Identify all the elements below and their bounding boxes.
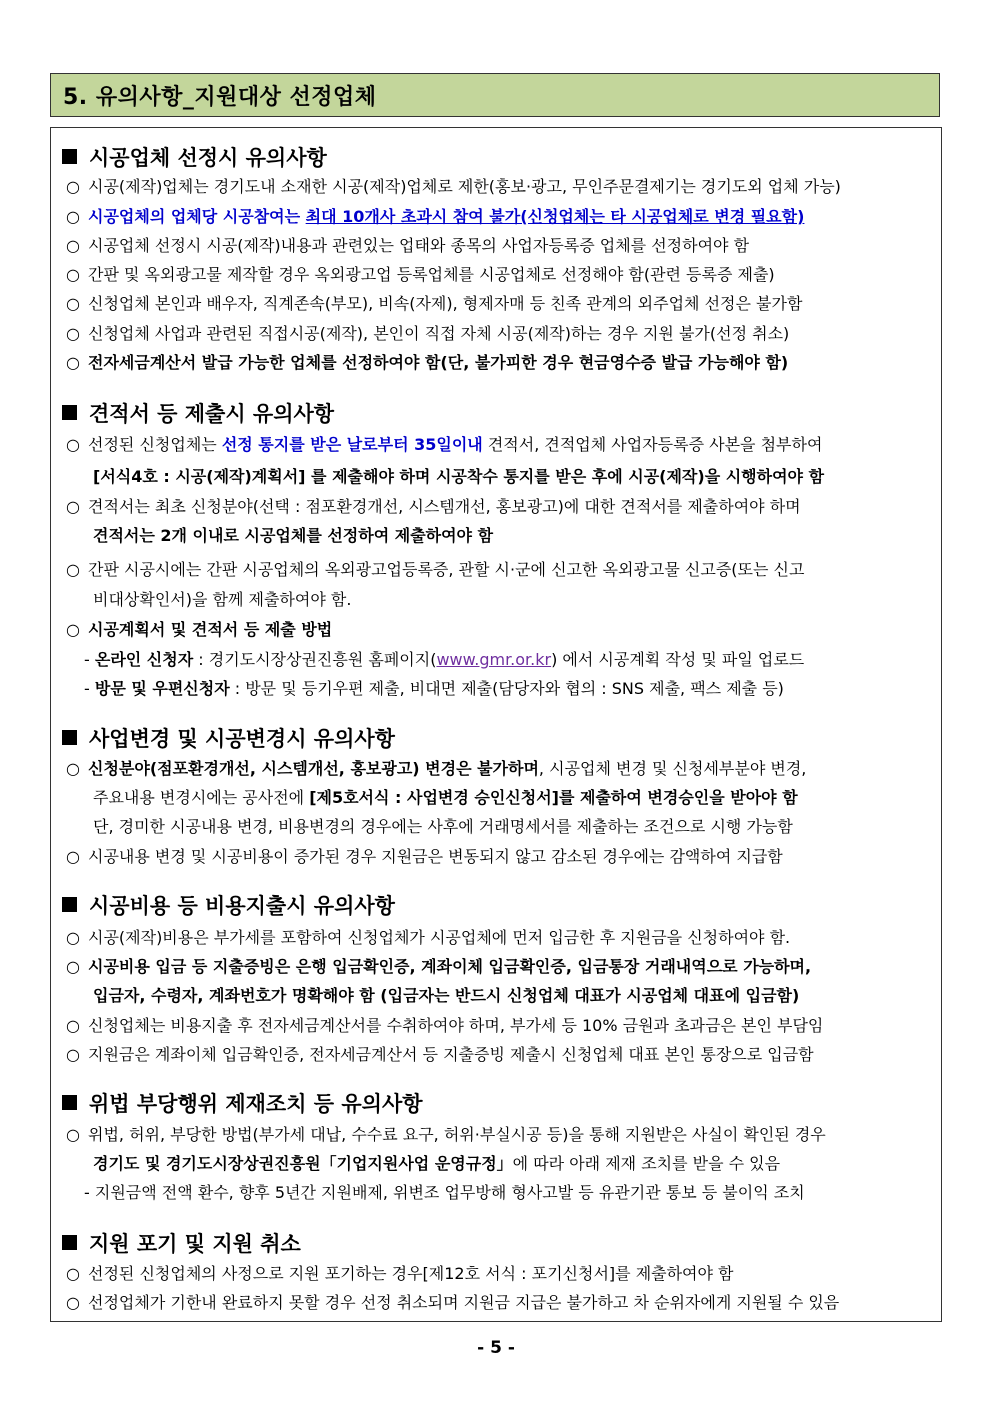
s3-line-4: ○ 시공내용 변경 및 시공비용이 증가된 경우 지원금은 변동되지 않고 감소된 경우에는 감액하여 지급함 <box>66 847 783 866</box>
s3-line-2: 주요내용 변경시에는 공사전에 [제5호서식 : 사업변경 승인신청서]를 제출하여 변경승인을 받아야 함 <box>93 788 798 807</box>
s4-line-4: ○ 신청업체는 비용지출 후 전자세금계산서를 수취하여야 하며, 부가세 등 10% 금원과 초과금은 본인 부담임 <box>66 1016 824 1035</box>
section-heading-withdrawal: 지원 포기 및 지원 취소 <box>62 1228 301 1258</box>
s2-line-4: 견적서는 2개 이내로 시공업체를 선정하여 제출하여야 함 <box>93 526 494 545</box>
s4-line-2: ○ 시공비용 입금 등 지출증빙은 은행 입금확인증, 계좌이체 입금확인증, 입금통장 거래내역으로 가능하며, <box>66 957 812 976</box>
s5-line-2: 경기도 및 경기도시장상권진흥원「기업지원사업 운영규정」에 따라 아래 제재 조치를 받을 수 있음 <box>93 1154 781 1173</box>
square-bullet-icon <box>62 730 77 745</box>
page-title: 5. 유의사항_지원대상 선정업체 <box>50 73 940 117</box>
s2-line-3: ○ 견적서는 최초 신청분야(선택 : 점포환경개선, 시스템개선, 홍보광고)에 대한 견적서를 제출하여야 하며 <box>66 497 801 516</box>
s5-line-3: - 지원금액 전액 환수, 향후 5년간 지원배제, 위변조 업무방해 형사고발 등 유관기관 통보 등 불이익 조치 <box>84 1183 805 1202</box>
square-bullet-icon <box>62 897 77 912</box>
square-bullet-icon <box>62 1235 77 1250</box>
s4-line-3: 입금자, 수령자, 계좌번호가 명확해야 함 (입금자는 반드시 신청업체 대표가 시공업체 대표에 입금함) <box>93 986 800 1005</box>
s2-line-8: - 온라인 신청자 : 경기도시장상권진흥원 홈페이지(www.gmr.or.kr) 에서 시공계획 작성 및 파일 업로드 <box>84 650 805 669</box>
s2-line-9: - 방문 및 우편신청자 : 방문 및 등기우편 제출, 비대면 제출(담당자와 협의 : SNS 제출, 팩스 제출 등) <box>84 679 784 698</box>
s3-line-3: 단, 경미한 시공내용 변경, 비용변경의 경우에는 사후에 거래명세서를 제출하는 조건으로 시행 가능함 <box>93 817 793 836</box>
section-heading-business-change: 사업변경 및 시공변경시 유의사항 <box>62 723 395 753</box>
s6-line-1: ○ 선정된 신청업체의 사정으로 지원 포기하는 경우[제12호 서식 : 포기신청서]를 제출하여야 함 <box>66 1264 734 1283</box>
square-bullet-icon <box>62 405 77 420</box>
square-bullet-icon <box>62 1095 77 1110</box>
s2-line-6: 비대상확인서)을 함께 제출하여야 함. <box>93 590 352 609</box>
page-number: - 5 - <box>477 1338 515 1358</box>
s1-line-7: ○ 전자세금계산서 발급 가능한 업체를 선정하여야 함(단, 불가피한 경우 현금영수증 발급 가능해야 함) <box>66 353 789 372</box>
s2-line-5: ○ 간판 시공시에는 간판 시공업체의 옥외광고업등록증, 관할 시·군에 신고한 옥외광고물 신고증(또는 신고 <box>66 560 805 579</box>
s1-line-4: ○ 간판 및 옥외광고물 제작할 경우 옥외광고업 등록업체를 시공업체로 선정해야 함(관련 등록증 제출) <box>66 265 775 284</box>
s2-line-7: ○ 시공계획서 및 견적서 등 제출 방법 <box>66 620 333 639</box>
square-bullet-icon <box>62 149 77 164</box>
section-heading-cost-expenditure: 시공비용 등 비용지출시 유의사항 <box>62 890 395 920</box>
s2-line-1: ○ 선정된 신청업체는 선정 통지를 받은 날로부터 35일이내 견적서, 견적업체 사업자등록증 사본을 첨부하여 <box>66 435 823 454</box>
s1-line-5: ○ 신청업체 본인과 배우자, 직계존속(부모), 비속(자제), 형제자매 등 친족 관계의 외주업체 선정은 불가함 <box>66 294 803 313</box>
s5-line-1: ○ 위법, 허위, 부당한 방법(부가세 대납, 수수료 요구, 허위·부실시공 등)을 통해 지원받은 사실이 확인된 경우 <box>66 1125 826 1144</box>
s4-line-5: ○ 지원금은 계좌이체 입금확인증, 전자세금계산서 등 지출증빙 제출시 신청업체 대표 본인 통장으로 입금함 <box>66 1045 814 1064</box>
s1-line-1: ○ 시공(제작)업체는 경기도내 소재한 시공(제작)업체로 제한(홍보·광고, 무인주문결제기는 경기도외 업체 가능) <box>66 177 841 196</box>
s3-line-1: ○ 신청분야(점포환경개선, 시스템개선, 홍보광고) 변경은 불가하며, 시공업체 변경 및 신청세부분야 변경, <box>66 759 807 778</box>
s1-line-6: ○ 신청업체 사업과 관련된 직접시공(제작), 본인이 직접 자체 시공(제작)하는 경우 지원 불가(선정 취소) <box>66 324 790 343</box>
s1-line-2: ○ 시공업체의 업체당 시공참여는 최대 10개사 초과시 참여 불가(신청업체는 타 시공업체로 변경 필요함) <box>66 207 805 226</box>
s6-line-2: ○ 선정업체가 기한내 완료하지 못할 경우 선정 취소되며 지원금 지급은 불가하고 차 순위자에게 지원될 수 있음 <box>66 1293 840 1312</box>
website-link[interactable]: www.gmr.or.kr <box>436 650 552 669</box>
section-heading-contractor-selection: 시공업체 선정시 유의사항 <box>62 142 327 172</box>
s4-line-1: ○ 시공(제작)비용은 부가세를 포함하여 신청업체가 시공업체에 먼저 입금한 후 지원금을 신청하여야 함. <box>66 928 791 947</box>
s1-line-3: ○ 시공업체 선정시 시공(제작)내용과 관련있는 업태와 종목의 사업자등록증 업체를 선정하여야 함 <box>66 236 750 255</box>
section-heading-sanctions: 위법 부당행위 제재조치 등 유의사항 <box>62 1088 423 1118</box>
section-heading-estimate-submission: 견적서 등 제출시 유의사항 <box>62 398 334 428</box>
s2-line-2: [서식4호 : 시공(제작)계획서] 를 제출해야 하며 시공착수 통지를 받은 후에 시공(제작)을 시행하여야 함 <box>93 467 825 486</box>
